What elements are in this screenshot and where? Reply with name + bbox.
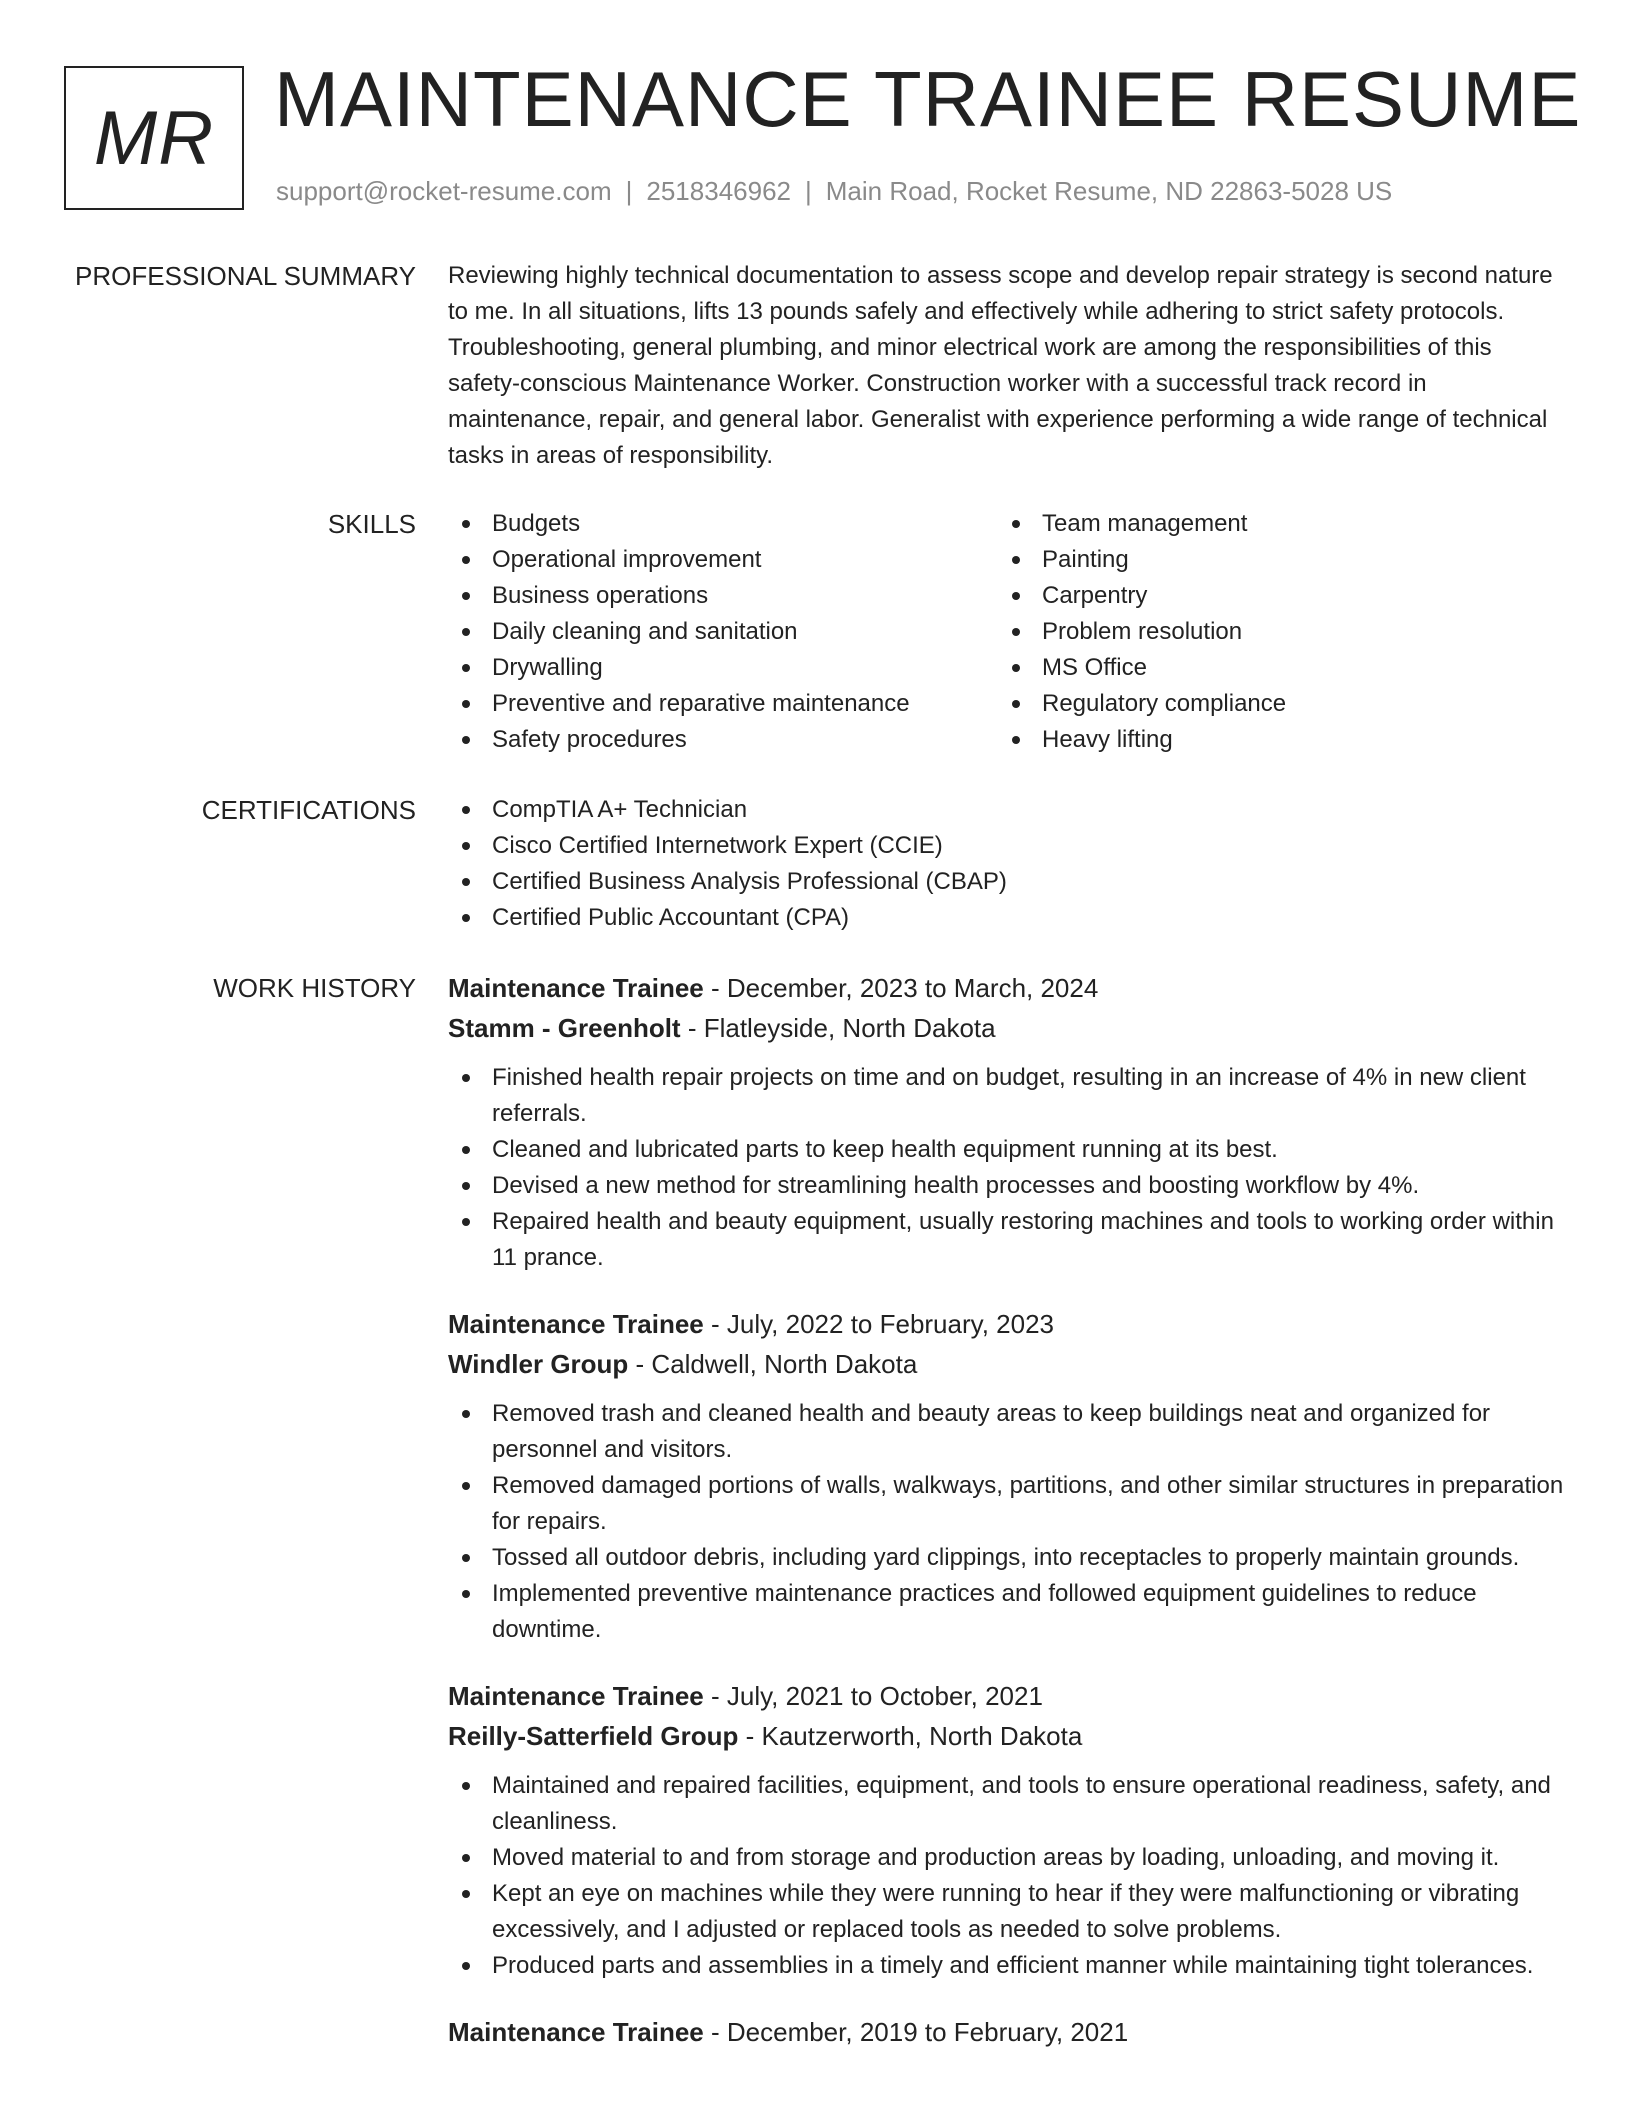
list-item: Problem resolution [998,614,1548,650]
list-item: Preventive and reparative maintenance [448,686,998,722]
list-item: Regulatory compliance [998,686,1548,722]
list-item: Finished health repair projects on time and on budget, resulting in an increase of 4% in new client referrals. [448,1060,1568,1132]
monogram-initials: MR [93,95,215,181]
list-item: Cisco Certified Internetwork Expert (CCIE) [448,828,1568,864]
job-title: Maintenance Trainee [448,1681,704,1711]
job-title-line [448,1304,1568,1344]
job-company: Stamm - Greenholt [448,1013,681,1043]
list-item: Removed damaged portions of walls, walkways, partitions, and other similar structures in preparation for repairs. [448,1468,1568,1540]
skills-columns [448,506,1568,758]
job-entry [448,1304,1568,1648]
job-company-line [448,1008,1568,1048]
job-title: Maintenance Trainee [448,1309,704,1339]
job-title: Maintenance Trainee [448,973,704,1003]
list-item: Cleaned and lubricated parts to keep health equipment running at its best. [448,1132,1568,1168]
certifications-list [448,792,1568,936]
list-item: Devised a new method for streamlining health processes and boosting workflow by 4%. [448,1168,1568,1204]
job-bullets [448,1768,1568,1984]
job-entry [448,2012,1568,2052]
skills-label: SKILLS [327,509,416,539]
summary-label: PROFESSIONAL SUMMARY [75,261,416,291]
job-title-line [448,968,1568,1008]
job-company: Windler Group [448,1349,629,1379]
job-entry [448,968,1568,1276]
list-item: MS Office [998,650,1548,686]
skills-list-right [998,506,1548,758]
list-item: Painting [998,542,1548,578]
job-dates: - December, 2023 to March, 2024 [703,973,1099,1003]
job-company-line [448,1344,1568,1384]
job-title-line [448,1676,1568,1716]
job-bullets [448,1396,1568,1648]
work-history-label: WORK HISTORY [213,973,416,1003]
list-item: Drywalling [448,650,998,686]
job-entry [448,1676,1568,1984]
list-item: Produced parts and assemblies in a timely and efficient manner while maintaining tight tolerances. [448,1948,1568,1984]
job-company-line [448,1716,1568,1756]
monogram-box [64,66,244,210]
list-item: Business operations [448,578,998,614]
list-item: Moved material to and from storage and production areas by loading, unloading, and moving it. [448,1840,1568,1876]
contact-email: support@rocket-resume.com [276,176,612,206]
list-item: Carpentry [998,578,1548,614]
job-location: - Flatleyside, North Dakota [680,1013,996,1043]
work-history-body [448,968,1568,2080]
job-dates: - December, 2019 to February, 2021 [703,2017,1129,2047]
skills-list-left [448,506,998,758]
certifications-label: CERTIFICATIONS [201,795,416,825]
contact-address: Main Road, Rocket Resume, ND 22863-5028 US [825,176,1393,206]
list-item: Implemented preventive maintenance practices and followed equipment guidelines to reduce downtime. [448,1576,1568,1648]
list-item: CompTIA A+ Technician [448,792,1568,828]
list-item: Daily cleaning and sanitation [448,614,998,650]
list-item: Budgets [448,506,998,542]
list-item: Safety procedures [448,722,998,758]
list-item: Repaired health and beauty equipment, usually restoring machines and tools to working order within 11 prance. [448,1204,1568,1276]
list-item: Operational improvement [448,542,998,578]
job-location: - Caldwell, North Dakota [628,1349,918,1379]
contact-line [276,176,1392,207]
job-dates: - July, 2021 to October, 2021 [703,1681,1043,1711]
list-item: Team management [998,506,1548,542]
job-dates: - July, 2022 to February, 2023 [703,1309,1054,1339]
certifications-body [448,792,1568,936]
list-item: Tossed all outdoor debris, including yard clippings, into receptacles to properly maintain grounds. [448,1540,1568,1576]
list-item: Maintained and repaired facilities, equipment, and tools to ensure operational readiness, safety, and cleanliness. [448,1768,1568,1840]
contact-separator: | [625,176,633,206]
list-item: Removed trash and cleaned health and beauty areas to keep buildings neat and organized for personnel and visitors. [448,1396,1568,1468]
job-location: - Kautzerworth, North Dakota [738,1721,1083,1751]
list-item: Kept an eye on machines while they were running to hear if they were malfunctioning or vibrating excessively, and I adjusted or replaced tools as needed to solve problems. [448,1876,1568,1948]
summary-text: Reviewing highly technical documentation to assess scope and develop repair strategy is second nature to me. In all situations, lifts 13 pounds safely and effectively while adhering to strict safety protocols. Troubleshooting, general plumbing, and minor electrical work are among the responsibilities of this safety-conscious Maintenance Worker. Construction worker with a successful track record in maintenance, repair, and general labor. Generalist with experience performing a wide range of technical tasks in areas of responsibility. [448,262,1553,469]
list-item: Certified Business Analysis Professional (CBAP) [448,864,1568,900]
contact-phone: 2518346962 [646,176,791,206]
job-title-line [448,2012,1568,2052]
job-company: Reilly-Satterfield Group [448,1721,739,1751]
list-item: Heavy lifting [998,722,1548,758]
list-item: Certified Public Accountant (CPA) [448,900,1568,936]
resume-title: MAINTENANCE TRAINEE RESUME [274,55,1582,143]
job-bullets [448,1060,1568,1276]
job-title: Maintenance Trainee [448,2017,704,2047]
contact-separator: | [805,176,812,206]
